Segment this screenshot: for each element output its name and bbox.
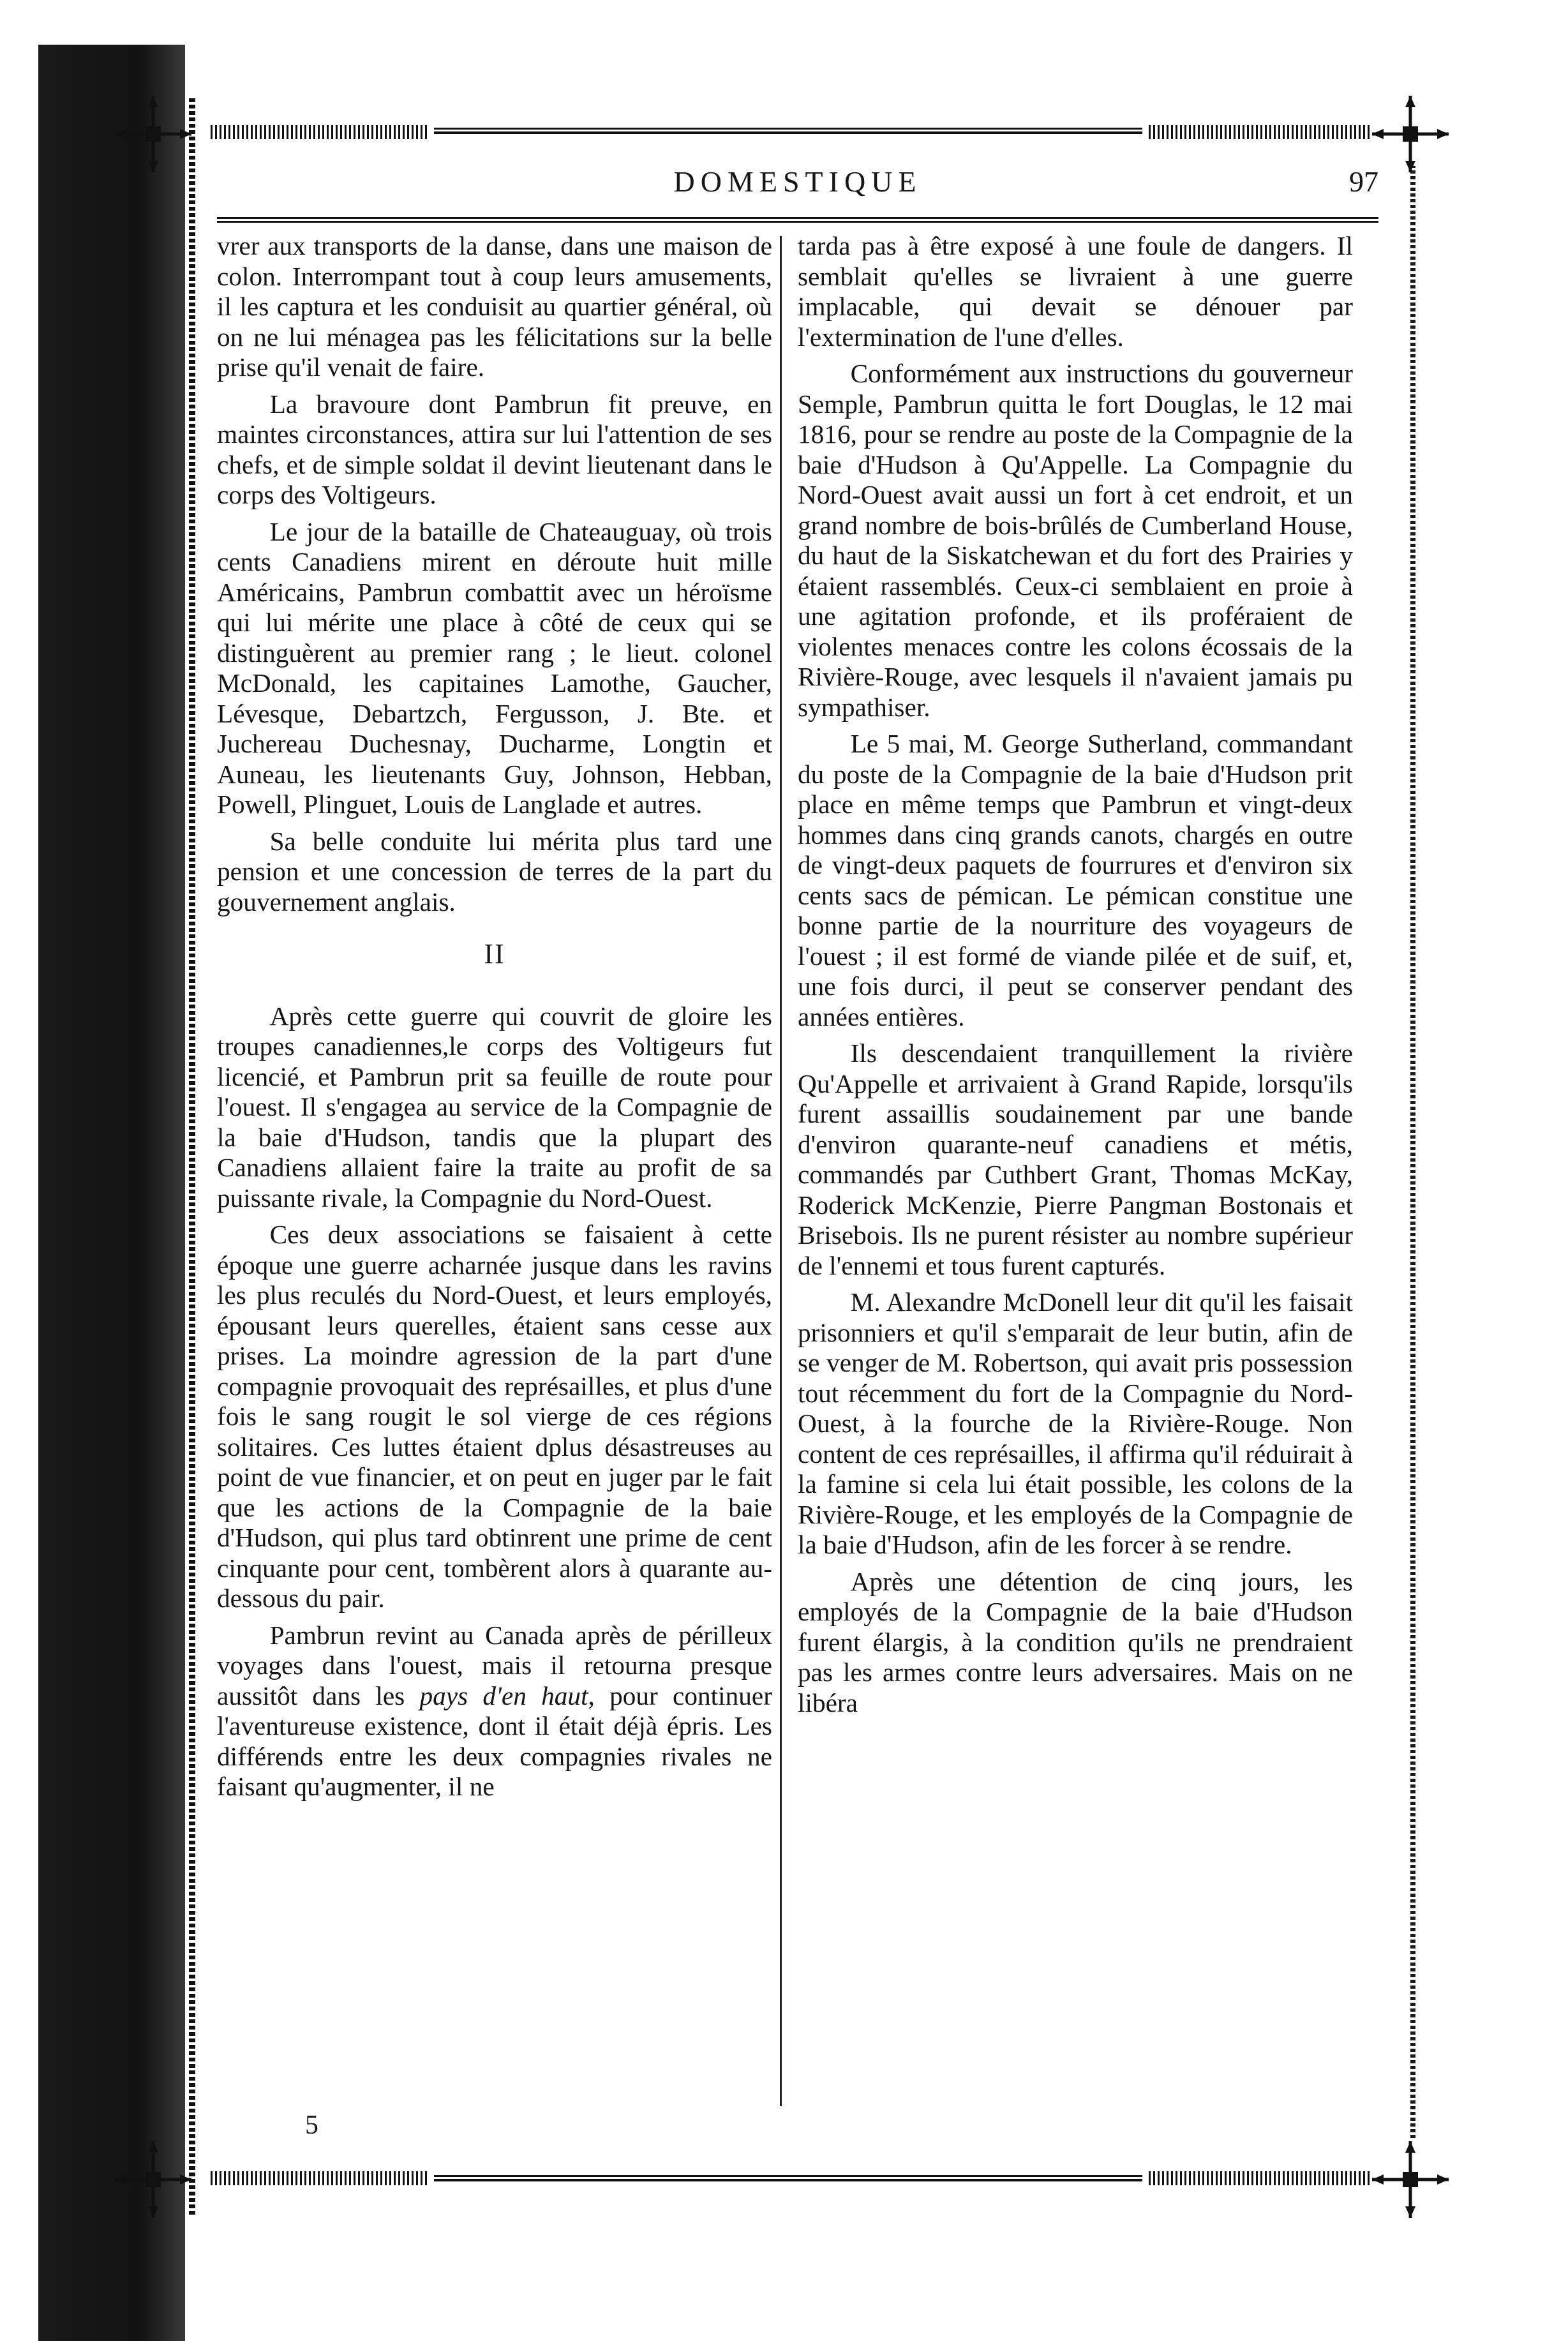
top-hatch-left <box>211 125 428 139</box>
top-rule <box>434 128 1142 134</box>
left-border-bar <box>38 45 185 2341</box>
column-divider <box>780 236 782 2106</box>
right-border-rule <box>1410 166 1415 2138</box>
paragraph: La bravoure dont Pambrun fit preuve, en maintes circonstances, attira sur lui l'attention de ses chefs, et de simple soldat il devint lieutenant dans le corps des Voltigeurs. <box>217 389 772 509</box>
corner-ornament-bottom-right <box>1372 2141 1449 2218</box>
italic-phrase: pays d'en haut <box>419 1680 588 1710</box>
header-rule <box>217 217 1378 223</box>
paragraph: Après cette guerre qui couvrit de gloire les troupes canadiennes,le corps des Voltigeurs fut licencié, et Pambrun prit sa feuille de route pour l'ouest. Il s'engagea au service de la Compagnie de la baie d'Hudson, tandis que la plupart des Canadiens allaient faire la traite au profit de sa puissante rivale, la Compagnie du Nord-Ouest. <box>217 1001 772 1213</box>
bottom-hatch-right <box>1149 2171 1372 2185</box>
paragraph: Sa belle conduite lui mérita plus tard une pension et une concession de terres de la part du gouvernement anglais. <box>217 826 772 916</box>
page-number: 97 <box>1349 165 1378 198</box>
left-border-rule <box>189 96 195 2215</box>
corner-ornament-bottom-left <box>115 2141 191 2218</box>
bottom-rule <box>434 2175 1142 2181</box>
bottom-hatch-left <box>211 2171 428 2185</box>
paragraph: tarda pas à être exposé à une foule de dangers. Il semblait qu'elles se livraient à une guerre implacable, qui devait se dénouer par l'extermination de l'une d'elles. <box>798 231 1353 352</box>
corner-ornament-top-left <box>115 96 191 172</box>
top-hatch-right <box>1149 125 1372 139</box>
paragraph: vrer aux transports de la danse, dans une maison de colon. Interrompant tout à coup leurs amusements, il les captura et les conduisit au quartier général, où on ne lui ménagea pas les félicitations sur la belle prise qu'il venait de faire. <box>217 231 772 382</box>
running-title: DOMESTIQUE <box>673 165 922 198</box>
corner-ornament-top-right <box>1372 96 1449 172</box>
paragraph: M. Alexandre McDonell leur dit qu'il les faisait prisonniers et qu'il s'emparait de leur butin, afin de se venger de M. Robertson, qui avait pris possession tout récemment du fort de la Compagnie du Nord-Ouest, à la fourche de la Rivière-Rouge. Non content de ces représailles, il affirma qu'il réduirait à la famine si cela lui était possible, les colons de la Rivière-Rouge, et les employés de la Compagnie de la baie d'Hudson, afin de les forcer à se rendre. <box>798 1287 1353 1559</box>
left-column <box>217 231 772 1809</box>
text-run: Pambrun revint au Canada après de périlleux voyages dans l'ouest, mais il retourna presque aussitôt dans les <box>217 1620 772 1710</box>
paragraph: Le jour de la bataille de Chateauguay, où trois cents Canadiens mirent en déroute huit mille Américains, Pambrun combattit avec un héroïsme qui lui mérite une place à côté de ceux qui se distinguèrent au premier rang ; le lieut. colonel McDonald, les capitaines Lamothe, Gaucher, Lévesque, Debartzch, Fergusson, J. Bte. et Juchereau Duchesnay, Ducharme, Longtin et Auneau, les lieutenants Guy, Johnson, Hebban, Powell, Plinguet, Louis de Langlade et autres. <box>217 516 772 819</box>
right-column <box>798 231 1353 1724</box>
signature-mark: 5 <box>305 2111 318 2140</box>
paragraph: Après une détention de cinq jours, les employés de la Compagnie de la baie d'Hudson furent élargis, à la condition qu'ils ne prendraient pas les armes contre leurs adversaires. Mais on ne libéra <box>798 1566 1353 1717</box>
text-run: , pour continuer l'aventureuse existence, dont il était déjà épris. Les différends entre les deux compagnies rivales ne faisant qu'augmenter, il ne <box>217 1680 772 1801</box>
page-header <box>217 165 1378 209</box>
paragraph <box>217 1620 772 1802</box>
paragraph: Ces deux associations se faisaient à cette époque une guerre acharnée jusque dans les ravins les plus reculés du Nord-Ouest, et leurs employés, épousant leurs querelles, étaient sans cesse aux prises. La moindre agression de la part d'une compagnie provoquait des représailles, et plus d'une fois le sang rougit le sol vierge de ces régions solitaires. Ces luttes étaient dplus désastreuses au point de vue financier, et on peut en juger par le fait que les actions de la Compagnie de la baie d'Hudson, qui plus tard obtinrent une prime de cent cinquante pour cent, tombèrent alors à quarante au-dessous du pair. <box>217 1220 772 1613</box>
paragraph: Conformément aux instructions du gouverneur Semple, Pambrun quitta le fort Douglas, le 12 mai 1816, pour se rendre au poste de la Compagnie de la baie d'Hudson à Qu'Appelle. La Compagnie du Nord-Ouest avait aussi un fort à cet endroit, et un grand nombre de bois-brûlés de Cumberland House, du haut de la Siskatchewan et du fort des Prairies y étaient rassemblés. Ceux-ci semblaient en proie à une agitation profonde, et ils proféraient de violentes menaces contre les colons écossais de la Rivière-Rouge, avec lesquels il n'avaient jamais pu sympathiser. <box>798 359 1353 722</box>
paragraph: Le 5 mai, M. George Sutherland, commandant du poste de la Compagnie de la baie d'Hudson prit place en même temps que Pambrun et vingt-deux hommes dans cinq grands canots, chargés en outre de vingt-deux paquets de fourrures et d'environ six cents sacs de pémican. Le pémican constitue une bonne partie de la nourriture des voyageurs de l'ouest ; il est formé de viande pilée et de suif, et, une fois durci, il peut se conserver pendant des années entières. <box>798 729 1353 1031</box>
paragraph: Ils descendaient tranquillement la rivière Qu'Appelle et arrivaient à Grand Rapide, lorsqu'ils furent assaillis soudainement par une bande d'environ quarante-neuf canadiens et métis, commandés par Cuthbert Grant, Thomas McKay, Roderick McKenzie, Pierre Pangman Bostonais et Brisebois. Ils ne purent résister au nombre supérieur de l'ennemi et tous furent capturés. <box>798 1038 1353 1280</box>
section-heading: II <box>484 938 505 969</box>
